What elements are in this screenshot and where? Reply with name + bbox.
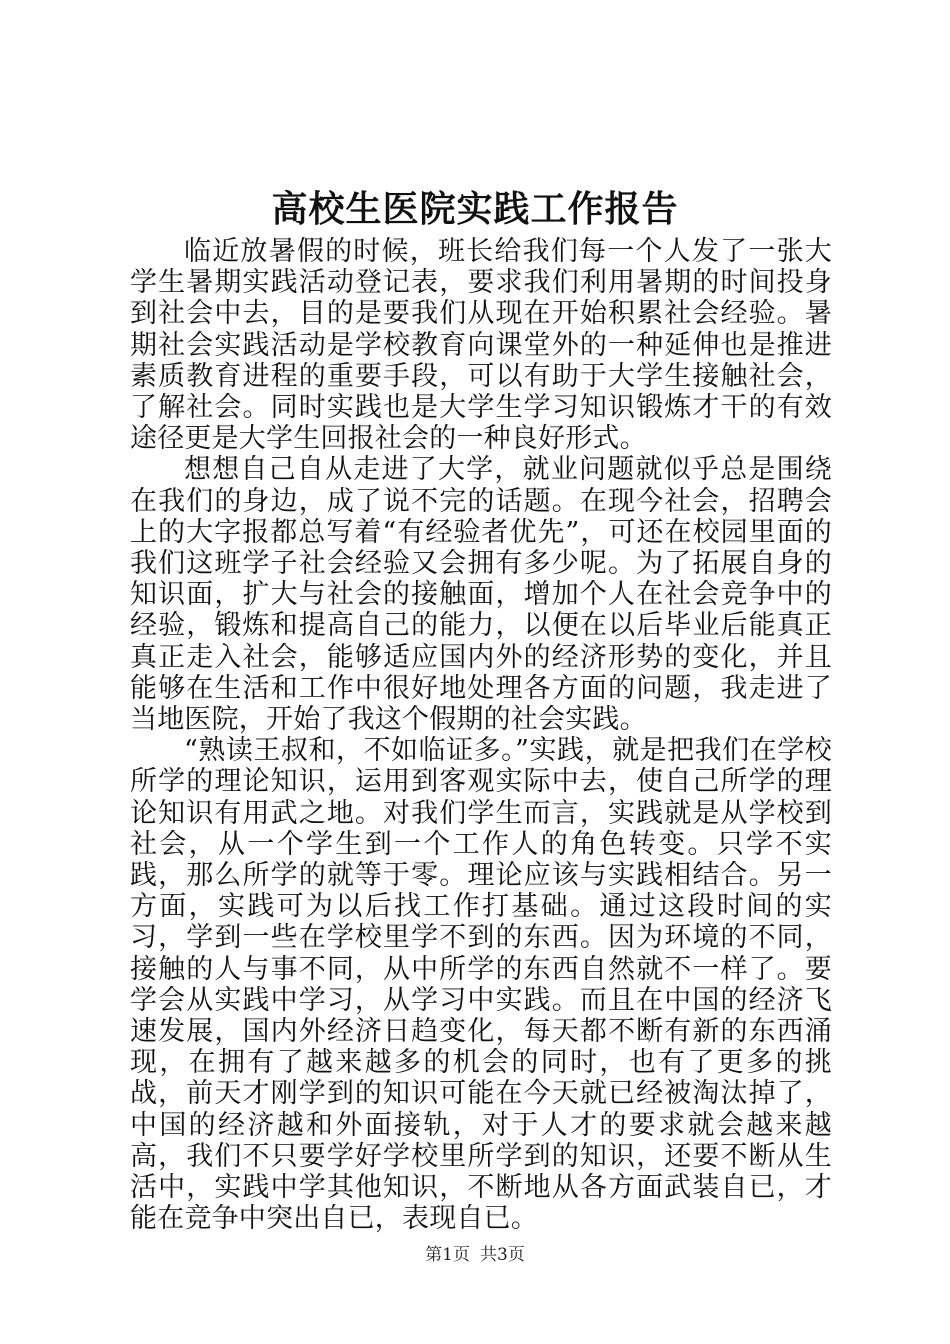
page-footer (0, 1244, 950, 1266)
paragraph-3: “熟读王叔和，不如临证多。”实践，就是把我们在学校所学的理论知识，运用到客观实际中去，使自己所学的理论知识有用武之地。对我们学生而言，实践就是从学校到社会，从一个学生到一个工作人的角色转变。只学不实践，那么所学的就等于零。理论应该与实践相结合。另一方面，实践可为以后找工作打基础。通过这段时间的实习，学到一些在学校里学不到的东西。因为环境的不同，接触的人与事不同，从中所学的东西自然就不一样了。要学会从实践中学习，从学习中实践。而且在中国的经济飞速发展，国内外经济日趋变化，每天都不断有新的东西涌现，在拥有了越来越多的机会的同时，也有了更多的挑战，前天才刚学到的知识可能在今天就已经被淘汰掉了，中国的经济越和外面接轨，对于人才的要求就会越来越高，我们不只要学好学校里所学到的知识，还要不断从生活中，实践中学其他知识，不断地从各方面武装自已，才能在竞争中突出自已，表现自已。 (130, 735, 832, 1235)
page-total: 共3页 (480, 1245, 525, 1265)
paragraph-2: 想想自己自从走进了大学，就业问题就似乎总是围绕在我们的身边，成了说不完的话题。在现今社会，招聘会上的大字报都总写着“有经验者优先”，可还在校园里面的我们这班学子社会经验又会拥有多少呢。为了拓展自身的知识面，扩大与社会的接触面，增加个人在社会竞争中的经验，锻炼和提高自己的能力，以便在以后毕业后能真正真正走入社会，能够适应国内外的经济形势的变化，并且能够在生活和工作中很好地处理各方面的问题，我走进了当地医院，开始了我这个假期的社会实践。 (130, 454, 832, 736)
page-number: 第1页 (425, 1245, 470, 1265)
paragraph-1: 临近放暑假的时候，班长给我们每一个人发了一张大学生暑期实践活动登记表，要求我们利用暑期的时间投身到社会中去，目的是要我们从现在开始积累社会经验。暑期社会实践活动是学校教育向课堂外的一种延伸也是推进素质教育进程的重要手段，可以有助于大学生接触社会，了解社会。同时实践也是大学生学习知识锻炼才干的有效途径更是大学生回报社会的一种良好形式。 (130, 236, 832, 455)
document-body (130, 236, 832, 1235)
document-title: 高校生医院实践工作报告 (271, 188, 679, 230)
